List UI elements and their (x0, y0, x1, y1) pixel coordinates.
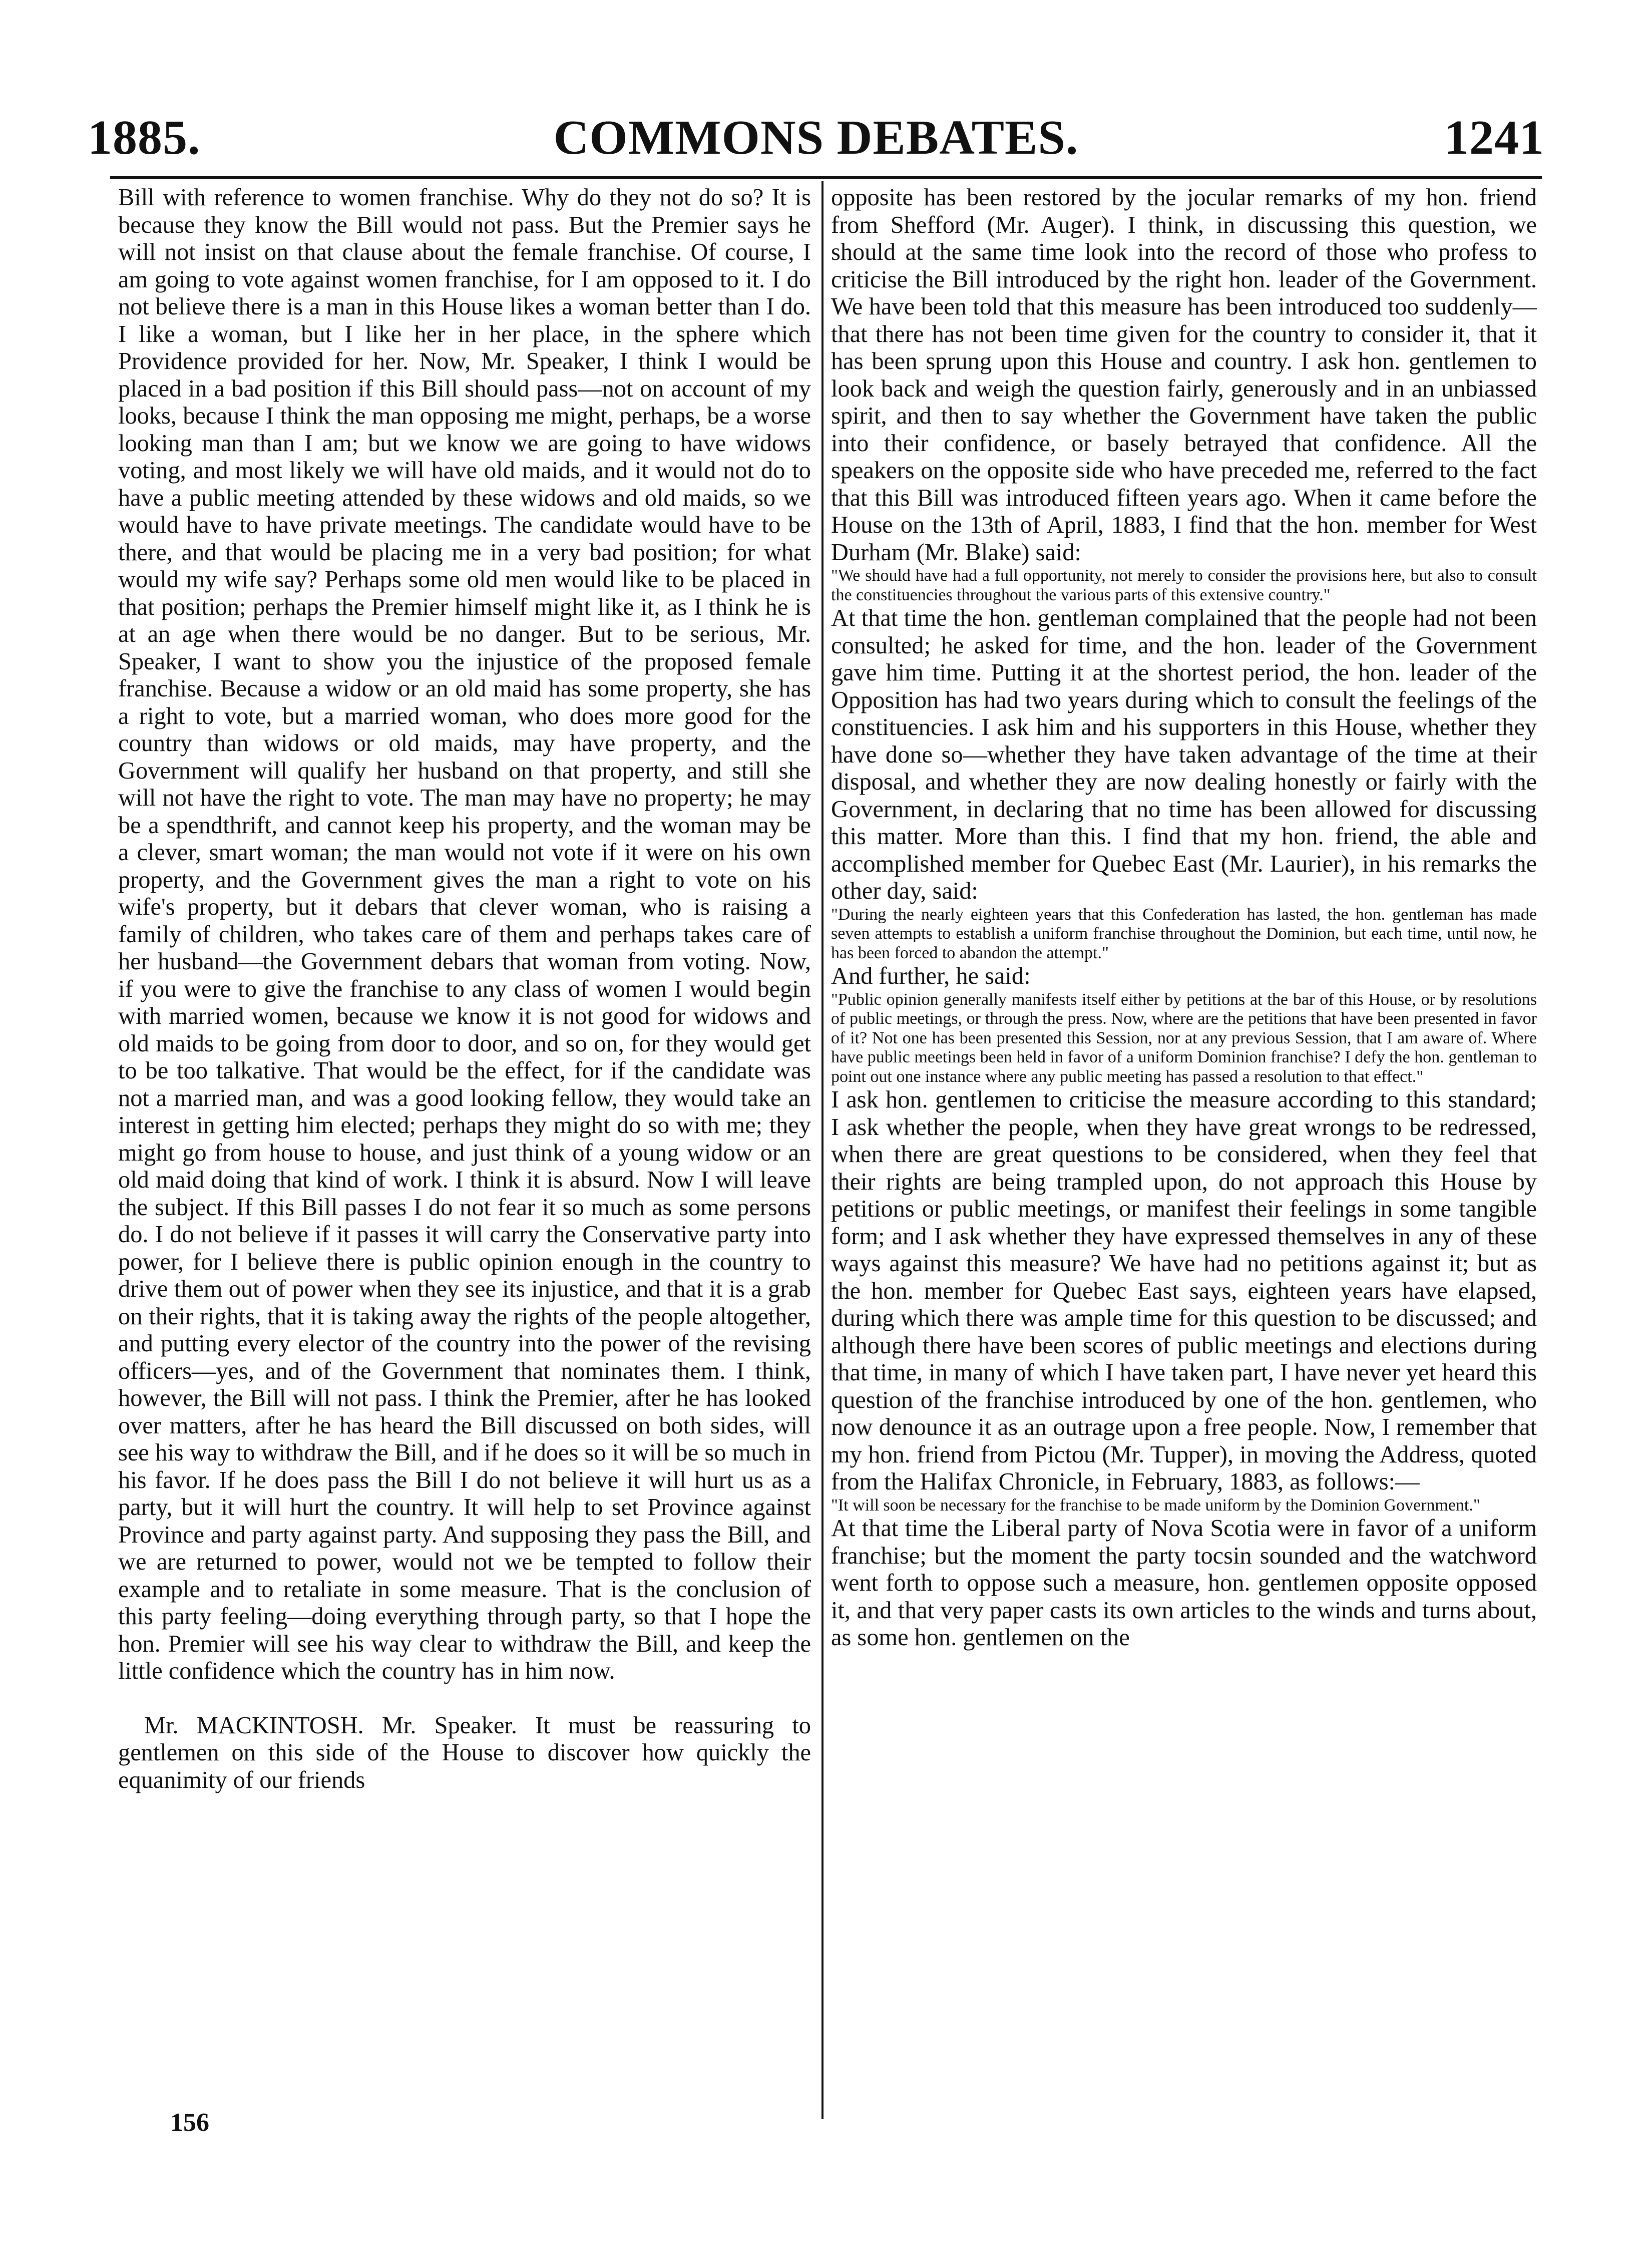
right-paragraph-4: I ask hon. gentlemen to criticise the measure according to this standard; I ask whether the people, when they have great wrongs to be redressed, when there are great questions to be considered, when they feel that their rights are being trampled upon, do not approach this House by petitions or public meetings, or manifest their feelings in some tangible form; and I ask whether they have expressed themselves in any of these ways against this measure? We have had no petitions against it; but as the hon. member for Quebec East says, eighteen years have elapsed, during which there was ample time for this question to be discussed; and although there have been scores of public meetings and elections during that time, in many of which I have taken part, I have never yet heard this question of the franchise introduced by one of the hon. gentlemen, who now denounce it as an outrage upon a free people. Now, I remember that my hon. friend from Pictou (Mr. Tupper), in moving the Address, quoted from the Halifax Chronicle, in February, 1883, as follows:— (831, 1086, 1537, 1495)
quote-halifax-chronicle: "It will soon be necessary for the franchise to be made uniform by the Dominion Government." (831, 1495, 1480, 1515)
left-column (118, 184, 811, 1794)
right-paragraph-1: opposite has been restored by the jocular remarks of my hon. friend from Shefford (Mr. Auger). I think, in discussing this question, we should at the same time look into the record of those who profess to criticise the Bill introduced by the right hon. leader of the Government. We have been told that this measure has been introduced too suddenly—that there has not been time given for the country to consider it, that it has been sprung upon this House and country. I ask hon. gentlemen to look back and weigh the question fairly, generously and in an unbiassed spirit, and then to say whether the Government have taken the public into their confidence, or basely betrayed that confidence. All the speakers on the opposite side who have preceded me, referred to the fact that this Bill was introduced fifteen years ago. When it came before the House on the 13th of April, 1883, I find that the hon. member for West Durham (Mr. Blake) said: (831, 184, 1537, 566)
quote-laurier-1: "During the nearly eighteen years that this Confederation has lasted, the hon. gentleman has made seven attempts to establish a uniform franchise throughout the Dominion, but each time, until now, he has been forced to abandon the attempt." (831, 905, 1537, 962)
quote-laurier-2: "Public opinion generally manifests itself either by petitions at the bar of this House, or by resolutions of public meetings, or through the press. Now, where are the petitions that have been presented in favor of it? Not one has been presented this Session, nor at any previous Session, that I am aware of. Where have public meetings been held in favor of a uniform Dominion franchise? I defy the hon. gentleman to point out one instance where any public meeting has passed a resolution to that effect." (831, 990, 1537, 1086)
column-divider (821, 181, 823, 2119)
left-paragraph-speaker: Mr. MACKINTOSH. Mr. Speaker. It must be reassuring to gentlemen on this side of the House to discover how quickly the equanimity of our friends (118, 1712, 811, 1793)
right-paragraph-2: At that time the hon. gentleman complained that the people had not been consulted; he asked for time, and the hon. leader of the Government gave him time. Putting it at the shortest period, the hon. leader of the Opposition has had two years during which to consult the feelings of the constituencies. I ask him and his supporters in this House, whether they have done so—whether they have taken advantage of the time at their disposal, and whether they are now dealing honestly or fairly with the Government, in declaring that no time has been allowed for discussing this matter. More than this. I find that my hon. friend, the able and accomplished member for Quebec East (Mr. Laurier), in his remarks the other day, said: (831, 605, 1537, 904)
header-year: 1885. (88, 111, 201, 165)
header-page-number: 1241 (1444, 111, 1544, 165)
right-paragraph-5: At that time the Liberal party of Nova Scotia were in favor of a uniform franchise; but the moment the party tocsin sounded and the watchword went forth to oppose such a measure, hon. gentlemen opposite opposed it, and that very paper casts its own articles to the winds and turns about, as some hon. gentlemen on the (831, 1515, 1537, 1651)
header-title: COMMONS DEBATES. (553, 111, 1079, 165)
folio-number: 156 (170, 2108, 209, 2137)
left-paragraph-1: Bill with reference to women franchise. Why do they not do so? It is because they know the Bill would not pass. But the Premier says he will not insist on that clause about the female franchise. Of course, I am going to vote against women franchise, for I am opposed to it. I do not believe there is a man in this House likes a woman better than I do. I like a woman, but I like her in her place, in the sphere which Providence provided for her. Now, Mr. Speaker, I think I would be placed in a bad position if this Bill should pass—not on account of my looks, because I think the man opposing me might, perhaps, be a worse looking man than I am; but we know we are going to have widows voting, and most likely we will have old maids, and it would not do to have a public meeting attended by these widows and old maids, so we would have to have private meetings. The candidate would have to be there, and that would be placing me in a very bad position; for what would my wife say? Perhaps some old men would like to be placed in that position; perhaps the Premier himself might like it, as I think he is at an age when there would be no danger. But to be serious, Mr. Speaker, I want to show you the injustice of the proposed female franchise. Because a widow or an old maid has some property, she has a right to vote, but a married woman, who does more good for the country than widows or old maids, may have property, and the Government will qualify her husband on that property, and still she will not have the right to vote. The man may have no property; he may be a spendthrift, and cannot keep his property, and the woman may be a clever, smart woman; the man would not vote if it were on his own property, and the Government gives the man a right to vote on his wife's property, but it debars that clever woman, who is raising a family of children, who takes care of them and perhaps takes care of her husband—the Government debars that woman from voting. Now, if you were to give the franchise to any class of women I would begin with married women, because we know it is not good for widows and old maids to be going from door to door, and so on, for they would get to be too talkative. That would be the effect, for if the candidate was not a married man, and was a good looking fellow, they would take an interest in getting him elected; perhaps they might do so with me; they might go from house to house, and just think of a young widow or an old maid doing that kind of work. I think it is absurd. Now I will leave the subject. If this Bill passes I do not fear it so much as some persons do. I do not believe if it passes it will carry the Conservative party into power, for I believe there is public opinion enough in the country to drive them out of power when they see its injustice, and that it is a grab on their rights, that it is taking away the rights of the people altogether, and putting every elector of the country into the power of the revising officers—yes, and of the Government that nominates them. I think, however, the Bill will not pass. I think the Premier, after he has looked over matters, after he has heard the Bill discussed on both sides, will see his way to withdraw the Bill, and if he does so it will be so much in his favor. If he does pass the Bill I do not believe it will hurt us as a party, but it will hurt the country. It will help to set Province against Province and party against party. And supposing they pass the Bill, and we are returned to power, would not we be tempted to follow their example and to retaliate in some measure. That is the conclusion of this party feeling—doing everything through party, so that I hope the hon. Premier will see his way clear to withdraw the Bill, and keep the little confidence which the country has in him now. (118, 184, 811, 1684)
page-header (88, 108, 1544, 168)
header-rule (110, 176, 1542, 179)
right-column (831, 184, 1537, 1652)
quote-blake: "We should have had a full opportunity, not merely to consider the provisions here, but also to consult the constituencies throughout the various parts of this extensive country." (831, 566, 1537, 604)
right-paragraph-3: And further, he said: (831, 963, 1031, 989)
